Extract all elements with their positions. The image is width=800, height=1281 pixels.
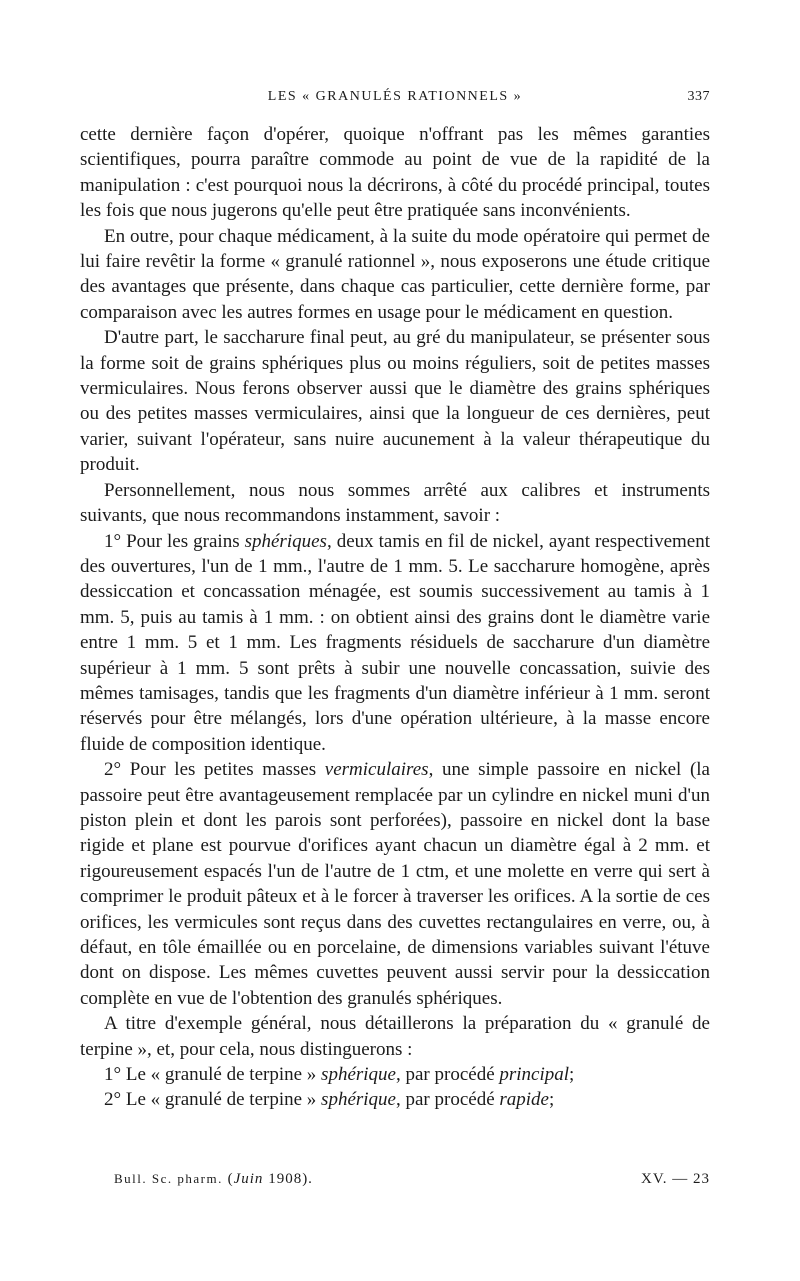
list-item-lead: 1° Le « granulé de terpine » [104, 1064, 322, 1086]
list-item-lead: 2° Le « granulé de terpine » [104, 1089, 322, 1111]
page-header [80, 89, 710, 109]
italic-term: vermiculaires [324, 759, 429, 781]
body-text [80, 122, 710, 1113]
date-open: ( [222, 1171, 234, 1187]
paragraph: En outre, pour chaque médicament, à la suite du mode opératoire qui permet de lui faire revêtir la forme « granulé rationnel », nous exposerons une étude critique des avantages que présente, dans chaque cas particulier, cette dernière forme, par comparaison avec les autres formes en usage pour le médicament en question. [80, 225, 710, 323]
italic-term: principal [499, 1064, 570, 1086]
list-item [80, 1062, 710, 1087]
issue-month: Juin [233, 1171, 264, 1187]
paragraph-lead: 1° Pour les grains [104, 530, 245, 552]
paragraph: cette dernière façon d'opérer, quoique n'offrant pas les mêmes garanties scientifiques, pourra paraître commode au point de vue de la rapidité de la manipulation : c'est pourquoi nous la décrirons, à côté du procédé principal, toutes les fois que nous jugerons qu'elle peut être pratiquée sans inconvénients. [80, 124, 710, 222]
italic-term: sphérique [321, 1064, 396, 1086]
paragraph: Personnellement, nous nous sommes arrêté aux calibres et instruments suivants, que nous recommandons instamment, savoir : [80, 479, 710, 527]
paragraph: A titre d'exemple général, nous détaillerons la préparation du « granulé de terpine », et, pour cela, nous distinguerons : [80, 1013, 710, 1060]
list-item-mid: , par procédé [395, 1089, 500, 1111]
paragraph-lead: 2° Pour les petites masses [104, 759, 325, 781]
list-item-end: ; [569, 1064, 575, 1086]
page-footer [114, 1171, 710, 1193]
paragraph-vermicular-masses [80, 757, 710, 1011]
journal-citation [114, 1171, 313, 1188]
paragraph: D'autre part, le saccharure final peut, au gré du manipulateur, se présenter sous la forme soit de grains sphériques plus ou moins réguliers, soit de petites masses vermiculaires. Nous ferons observer aussi que le diamètre des grains sphériques ou des petites masses vermiculaires, ainsi que la longueur de ces dernières, peut varier, suivant l'opérateur, sans nuire aucunement à la valeur thérapeutique du produit. [80, 327, 710, 476]
list-item [80, 1087, 710, 1112]
issue-year: 1908). [263, 1171, 313, 1187]
signature-mark: XV. — 23 [641, 1171, 710, 1187]
journal-name: Bull. Sc. pharm. [114, 1171, 223, 1186]
paragraph-spherical-grains [80, 529, 710, 758]
italic-term: sphériques [244, 530, 327, 552]
running-title: LES « GRANULÉS RATIONNELS » [267, 89, 523, 104]
list-item-mid: , par procédé [395, 1064, 500, 1086]
paragraph-rest: , une simple passoire en nickel (la passoire peut être avantageusement remplacée par un cylindre en nickel muni d'un piston plein et dont les parois sont perforées), passoire en nickel dont la base rigide et plane est pourvue d'orifices ayant chacun un diamètre égal à 2 mm. et rigoureusement espacés l'un de l'autre de 1 ctm, et une molette en verre qui sert à comprimer le produit pâteux et à le forcer à traverser les orifices. A la sortie de ces orifices, les vermicules sont reçus dans des cuvettes rectangulaires en verre, ou, à défaut, en tôle émaillée ou en porcelaine, de dimensions variables suivant l'étuve dont on dispose. Les mêmes cuvettes peuvent aussi servir pour la dessiccation complète en vue de l'obtention des granulés sphériques. [80, 759, 710, 1009]
page-number: 337 [687, 89, 710, 104]
italic-term: sphérique [321, 1089, 396, 1111]
list-item-end: ; [548, 1089, 555, 1111]
paragraph-rest: , deux tamis en fil de nickel, ayant respectivement des ouvertures, l'un de 1 mm., l'autre de 1 mm. 5. Le saccharure homogène, après dessiccation et concassation ménagée, est soumis successivement au tamis à 1 mm. 5, puis au tamis à 1 mm. : on obtient ainsi des grains dont le diamètre varie entre 1 mm. 5 et 1 mm. Les fragments résiduels de saccharure d'un diamètre supérieur à 1 mm. 5 sont prêts à subir une nouvelle concassation, suivie des mêmes tamisages, tandis que les fragments d'un diamètre inférieur à 1 mm. seront réservés pour être mélangés, lors d'une opération ultérieure, à la masse encore fluide de composition identique. [80, 530, 711, 755]
italic-term: rapide [499, 1089, 549, 1111]
